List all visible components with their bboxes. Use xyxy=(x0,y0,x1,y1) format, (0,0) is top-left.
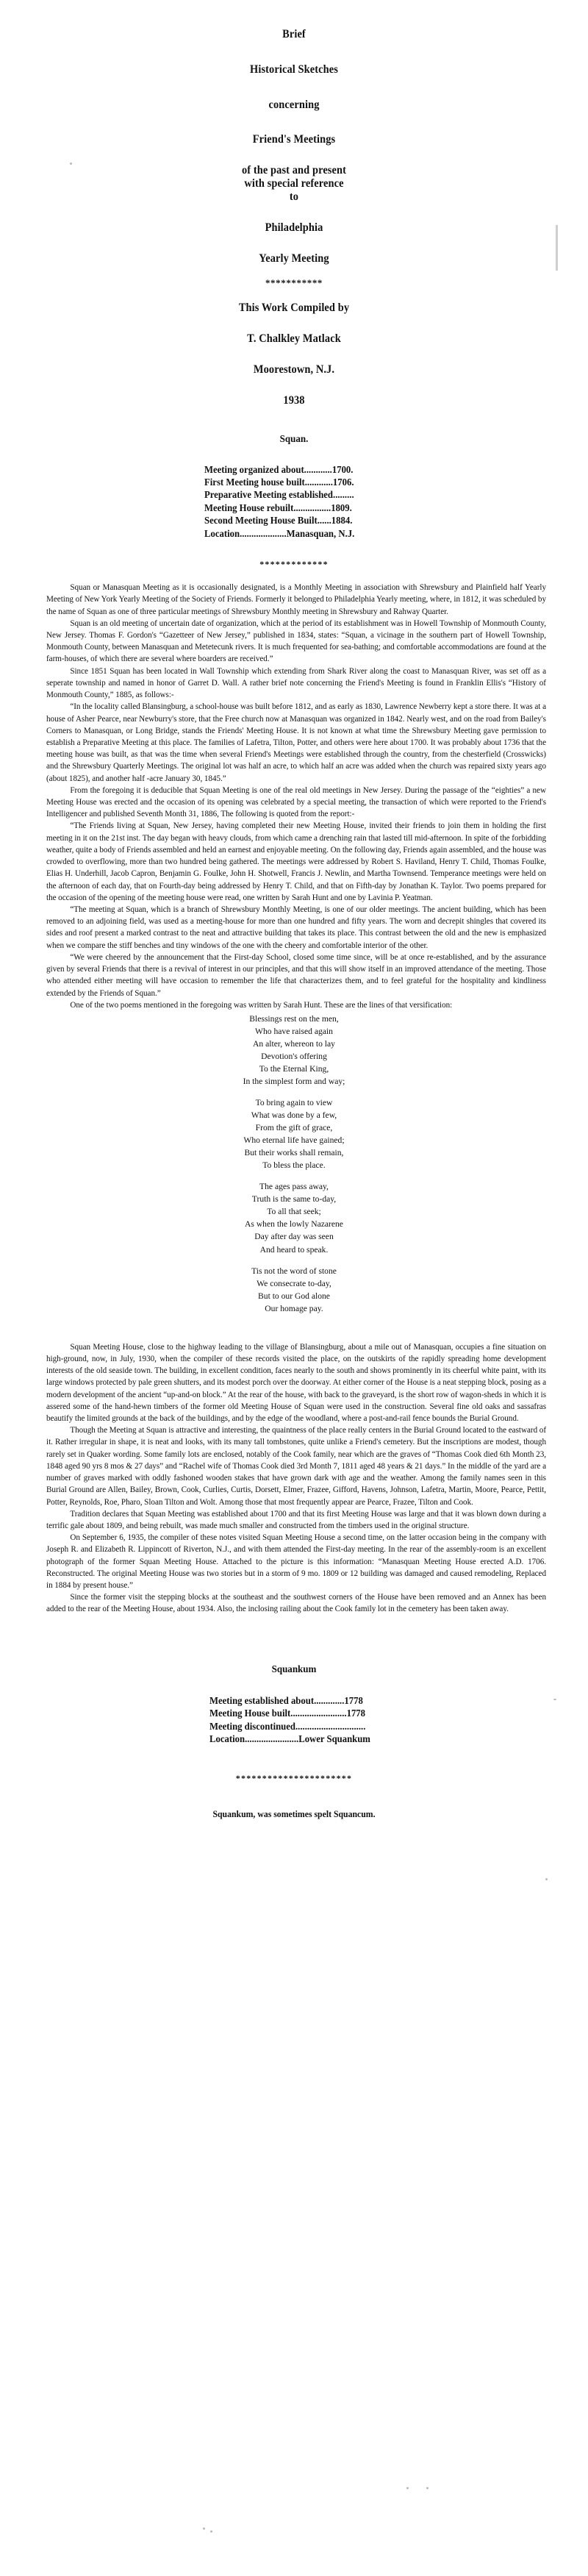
fact-row xyxy=(204,488,435,501)
fact-row xyxy=(204,502,435,514)
fact-label: Meeting established about xyxy=(209,1694,315,1706)
fact-row xyxy=(204,463,435,476)
fact-label: Meeting House rebuilt xyxy=(204,502,294,513)
fact-dots: ............ xyxy=(304,476,333,488)
poem-line: Truth is the same to-day, xyxy=(251,1194,337,1205)
paragraph: “In the locality called Blansingburg, a school-house was built before 1812, and as early as 1830, Lawrence Newberry kept a store there. It was at a house of Asher Pearce, near Newburry's store, that the Free church now at Manasquan was organized in 1842. Nearly west, and on the road from Bailey's Corners to Manasquan, or Long Bridge, stands the Friends' Meeting House. It is not known at what time the Shrewsbury Meeting gave permission to establish a Preparative Meeting at this place. The families of Lafetra, Tilton, Potter, and others were here about 1700. It was probably about 1736 that the meeting house was built, as that was the time when several Friend's Meetings were established through the country, from the chesterfield (Crosswicks) and the Shrewsbury Quarterly Meetings. The original lot was half an acre, to which half an acre was added when the church was repaired sixty years ago (about 1825), and another half -acre January 30, 1845.” xyxy=(46,702,546,783)
poem-line: But their works shall remain, xyxy=(244,1148,344,1158)
scan-speck xyxy=(210,2530,212,2533)
poem-stanza xyxy=(0,1180,588,1255)
poem-line: Our homage pay. xyxy=(265,1303,323,1313)
fact-label: Second Meeting House Built xyxy=(204,515,318,527)
fact-value: Lower Squankum xyxy=(298,1733,370,1744)
fact-label: Meeting discontinued xyxy=(209,1720,295,1732)
paragraph: From the foregoing it is deducible that Squan Meeting is one of the real old meetings in New Jersey. During the passage of the “eighties” a new Meeting House was erected and the occasion of its opening was celebrated by a special meeting, the transaction of which were reported to the Friend's Intelligencer and published Seventh Month 31, 1886, The following is quoted from the report:- xyxy=(46,785,546,819)
paragraph: Since 1851 Squan has been located in Wall Township which extending from Shark River along the coast to Manasquan River, was set off as a seperate township and named in honor of Garret D. Wall. A rather brief note concerning the Friend's Meeting is found in Franklin Ellis's “History of Monmouth County,” 1885, as follows:- xyxy=(46,666,546,700)
poem-line: Who have raised again xyxy=(255,1027,333,1036)
fact-row xyxy=(204,514,435,527)
fact-value: 1809. xyxy=(331,502,352,513)
fact-dots: .................... xyxy=(240,527,287,539)
fact-row xyxy=(209,1707,440,1719)
title-line-concerning: concerning xyxy=(268,98,320,111)
paragraph: Squan or Manasquan Meeting as it is occasionally designated, is a Monthly Meeting in association with Shrewsbury and Plainfield half Yearly Meeting of New York Yearly Meeting of the Society of Friends. Formerly it belonged to Philadelphia Yearly meeting, where, in 1812, it was scheduled by the name of Squan as one of three particular meetings of Shrewsbury Monthly meeting in Shrewsbury and Rahway Quarter. xyxy=(46,583,546,616)
compiled-by-label: This Work Compiled by xyxy=(238,302,350,315)
poem-by-sarah-hunt xyxy=(0,1013,588,1315)
title-line-of-the-past-and-present: of the past and present xyxy=(241,164,347,177)
fact-row xyxy=(209,1720,440,1733)
fact-value: 1706. xyxy=(332,476,354,488)
poem-line: Who eternal life have gained; xyxy=(243,1135,345,1146)
poem-line: And heard to speak. xyxy=(259,1244,329,1255)
poem-line: As when the lowly Nazarene xyxy=(245,1219,343,1230)
fact-label: First Meeting house built xyxy=(204,476,305,488)
fact-label: Meeting House built xyxy=(209,1708,291,1719)
scan-speck xyxy=(203,2527,205,2530)
squankum-heading: Squankum xyxy=(271,1663,317,1675)
squan-facts-list xyxy=(141,463,447,540)
paragraph: Tradition declares that Squan Meeting was established about 1700 and that its first Meeting House was large and that it was blown down during a terrific gale about 1809, and being rebuilt, was made much smaller and constructed from the timbers used in the original structure. xyxy=(46,1509,546,1530)
poem-line: From the gift of grace, xyxy=(255,1123,333,1133)
squankum-spelling-note: Squankum, was sometimes spelt Squancum. xyxy=(212,1809,376,1820)
fact-dots: ................ xyxy=(293,502,331,513)
fact-dots: ......... xyxy=(333,489,354,501)
paragraph: “The Friends living at Squan, New Jersey, having completed their new Meeting House, invited their friends to join them in holding the first meeting in it on the 21st inst. The day began with heavy clouds, from which came a drenching rain that lasted till mid-afternoon. In spite of the forbidding weather, quite a body of Friends assembled and held an earnest and enjoyable meeting. On the following day, Friends again assembled, and the house was crowded to overflowing, more than two hundred being gathered. The meetings were addressed by Robert S. Haviland, Henry T. Child, Thomas Foulke, Elias H. Underhill, Jacob Capron, Benjamin G. Foulke, John H. Shotwell, Francis J. Newlin, and Martha Townsend. Temperance meetings were held on the afternoon of each day, that on Fourth-day being addressed by Henry T. Child, and that on Fifth-day by Jonathan K. Taylor. Two poems prepared for the occasion of the opening of the meeting house were read, one written by Sarah Hunt and one by Lavinia P. Yeatman. xyxy=(46,821,546,902)
fact-row xyxy=(204,476,435,488)
fact-dots: ........................ xyxy=(290,1708,347,1719)
title-line-with-special-reference: with special reference xyxy=(244,177,344,190)
poem-line: An alter, whereon to lay xyxy=(253,1039,335,1049)
paragraph: One of the two poems mentioned in the foregoing was written by Sarah Hunt. These are the lines of that versification: xyxy=(70,1000,453,1010)
paragraph: “The meeting at Squan, which is a branch of Shrewsbury Monthly Meeting, is one of our older meetings. The ancient building, which has been removed to an adjoining field, was used as a meeting-house for more than one hundred and fifty years. The worn and decrepit shingles that covered its sides and roof present a marked contrast to the neat and attractive building that takes its place. This contrast between the old and the new is emphasized when we compare the stiff benches and tiny windows of the one with the cheery and comfortable interior of the other. xyxy=(46,905,546,950)
poem-stanza xyxy=(0,1096,588,1171)
squankum-facts-list xyxy=(136,1694,452,1746)
poem-line: Day after day was seen xyxy=(254,1232,334,1242)
fact-value: 1778 xyxy=(344,1694,363,1706)
title-block xyxy=(0,0,588,407)
title-line-philadelphia: Philadelphia xyxy=(265,221,323,234)
poem-line: In the simplest form and way; xyxy=(243,1077,345,1087)
scan-speck xyxy=(545,1878,548,1880)
scan-speck xyxy=(426,2487,429,2489)
fact-dots: ...... xyxy=(317,515,331,527)
fact-value: 1884. xyxy=(331,515,353,527)
star-divider-title: *********** xyxy=(265,277,323,289)
title-line-historical-sketches: Historical Sketches xyxy=(250,63,338,76)
scan-speck xyxy=(406,2487,409,2489)
author-city: Moorestown, N.J. xyxy=(253,363,335,376)
poem-line: To all that seek; xyxy=(267,1207,321,1217)
poem-line: We consecrate to-day, xyxy=(257,1278,331,1288)
paragraph: Squan is an old meeting of uncertain date of organization, which at the period of its establishment was in Howell Township of Monmouth County, New Jersey. Thomas F. Gordon's “Gazetteer of New Jersey,” published in 1834, states: “Squan, a vicinage in the southern part of Howell Township, Monmouth County, between Manasquan and Metetecunk rivers. It is much frequented for sea-bathing; and comfortable accommodations are found at the farm-houses, of which there are several where boarders are received.” xyxy=(46,618,546,664)
fact-label: Preparative Meeting established xyxy=(204,489,334,501)
title-line-brief: Brief xyxy=(282,28,306,40)
fact-dots: .............................. xyxy=(295,1720,366,1732)
fact-label: Location xyxy=(204,527,240,539)
fact-label: Location xyxy=(209,1733,245,1744)
poem-line: Devotion's offering xyxy=(261,1052,327,1062)
fact-dots: ............. xyxy=(314,1694,345,1706)
body-column-top xyxy=(0,582,588,1011)
title-line-friends-meetings: Friend's Meetings xyxy=(252,133,336,146)
star-divider-squankum: ********************** xyxy=(235,1773,353,1784)
fact-value: Manasquan, N.J. xyxy=(286,527,355,539)
fact-row xyxy=(209,1733,440,1745)
scan-speck xyxy=(553,1699,556,1700)
poem-line: To bless the place. xyxy=(262,1160,326,1171)
body-column-bottom xyxy=(0,1341,588,1616)
fact-row xyxy=(204,527,435,540)
paragraph: Squan Meeting House, close to the highway leading to the village of Blansingburg, about a mile out of Manasquan, occupies a fine situation on high-ground, now, in July, 1930, when the compiler of these records visited the place, on the outskirts of the rapidly spreading home development interests of the old seaside town. The building, in excellent condition, faces nearly to the south and shows prominently in its cheerful white paint, with its large windows protected by pale green shutters, and its modest porch over the doorway. At either corner of the House is a neat stepping block, posing as a modern development of the ancient “up-and-on block.” At the rear of the house, with back to the graveyard, is the short row of wagon-sheds in which it is assered some of the hand-hewn timbers of the former old Meeting House of Squan were used in the construction. Several fine old oaks and sassafras beautify the limited grounds at the back of the buildings, and by the edge of the woodland, where a post-and-rail fence bounds the Burial Ground. xyxy=(46,1342,546,1423)
star-divider-squan: ************* xyxy=(259,559,329,570)
poem-line: Blessings rest on the men, xyxy=(249,1013,339,1024)
fact-label: Meeting organized about xyxy=(204,463,304,475)
poem-stanza xyxy=(0,1265,588,1315)
poem-line: What was done by a few, xyxy=(251,1110,337,1121)
poem-line: Tis not the word of stone xyxy=(251,1266,337,1276)
paragraph: Since the former visit the stepping blocks at the southeast and the southwest corners of the House have been removed and an Annex has been added to the rear of the Meeting House, about 1934. Also, the inclosing railing about the Cook family lot in the cemetery has been taken away. xyxy=(46,1593,546,1614)
poem-line: To bring again to view xyxy=(255,1098,333,1108)
fact-value: 1700. xyxy=(331,463,354,475)
fact-value: 1778 xyxy=(346,1708,366,1719)
fact-dots: ............ xyxy=(304,463,332,475)
title-line-to: to xyxy=(289,190,299,203)
author-name: T. Chalkley Matlack xyxy=(247,332,341,346)
title-line-yearly-meeting: Yearly Meeting xyxy=(259,251,329,265)
poem-stanza xyxy=(0,1013,588,1088)
fact-dots: ....................... xyxy=(245,1733,299,1744)
squan-heading: Squan. xyxy=(279,433,309,445)
poem-line: The ages pass away, xyxy=(259,1182,329,1192)
poem-line: But to our God alone xyxy=(258,1291,330,1301)
poem-line: To the Eternal King, xyxy=(259,1064,329,1074)
paragraph: “We were cheered by the announcement that the First-day School, closed some time since, will be at once re-established, and by the assurance given by several Friends that there is a revival of interest in our principles, and that this will show itself in an improved attendance of the meeting. Those who attended either meeting will have occasion to remember the life that characterizes them, and to feel grateful for the hospitality and kindliness extended by the Friends of Squan.” xyxy=(46,952,546,998)
paragraph: Though the Meeting at Squan is attractive and interesting, the quaintness of the place really centers in the Burial Ground located to the eastward of it. Rather irregular in shape, it is neat and looks, with its many tall tombstones, quite unlike a Friend's cemetery. But the inscriptions are modest, though rarely set in Quaker wording. Some family lots are enclosed, notably of the Cook family, near which are the graves of “Thomas Cook died 6th Month 23, 1848 aged 90 yrs 8 mos & 27 days” and “Rachel wife of Thomas Cook died 3rd Month 7, 1811 aged 48 years & 21 days.” In the middle of the yard are a number of graves marked with oddly fashoned wooden stakes that have grown dark with age and the weather. Among the family names seen in this Burial Ground are Allen, Bailey, Brown, Cook, Curlies, Curtis, Dorsett, Elmer, Frazee, Gifford, Havens, Johnson, Lafetra, Martin, Moore, Pearce, Pettit, Potter, Reynolds, Roe, Pharo, Sloan Tilton and Wolt. Among those that most frequently appear are Pearce, Frazee, Tilton and Cook. xyxy=(46,1426,546,1507)
fact-row xyxy=(209,1694,440,1707)
paragraph: On September 6, 1935, the compiler of these notes visited Squan Meeting House a second time, on the latter occasion being in the company with Joseph R. and Elizabeth R. Lippincott of Riverton, N.J., and with them attended the First-day meeting. In the rear of the assembly-room is an excellent photograph of the former Squan Meeting House. Attached to the picture is this information: “Manasquan Meeting House erected A.D. 1706. Reconstructed. The original Meeting House was two stories but in a storm of 9 mo. 1809 or 12 building was damaged and caused remodeling, Replaced in 1884 by present house.” xyxy=(46,1533,546,1591)
publication-year: 1938 xyxy=(283,393,305,407)
